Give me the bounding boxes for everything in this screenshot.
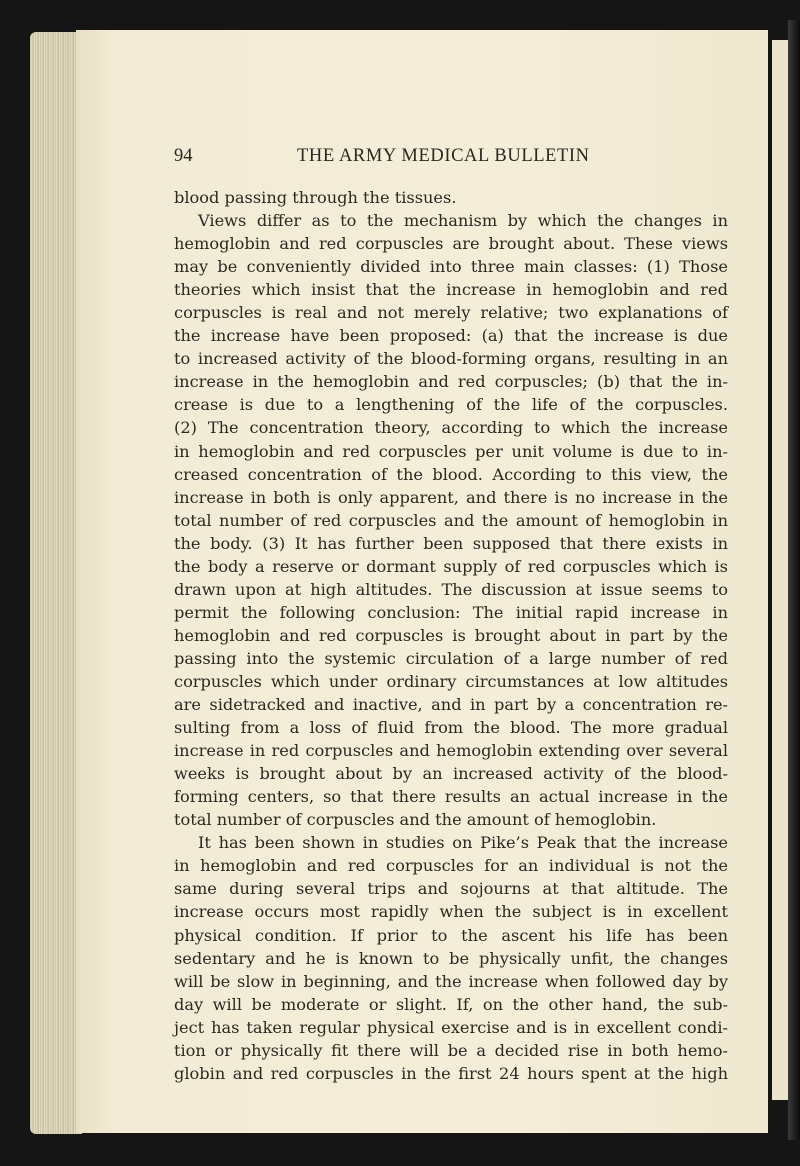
text-line: may be conveniently divided into three main classes: (1) Those: [174, 257, 728, 277]
text-line: permit the following conclusion: The initial rapid increase in: [174, 602, 728, 622]
text-line: blood passing through the tissues.: [174, 188, 457, 207]
text-line: tion or physically fit there will be a decided rise in both hemo-: [174, 1040, 728, 1060]
text-line: creased concentration of the blood. According to this view, the: [174, 464, 728, 484]
running-head: THE ARMY MEDICAL BULLETIN: [297, 146, 590, 166]
text-line: the body. (3) It has further been supposed that there exists in: [174, 533, 728, 553]
text-line: sulting from a loss of fluid from the blood. The more gradual: [174, 718, 728, 738]
text-line: crease is due to a lengthening of the life of the corpuscles.: [174, 395, 728, 415]
text-line: forming centers, so that there results an actual increase in the: [174, 787, 728, 807]
body-text: [174, 186, 728, 1085]
text-line: hemoglobin and red corpuscles is brought about in part by the: [174, 625, 728, 645]
text-line: It has been shown in studies on Pike’s Peak that the increase: [198, 833, 728, 853]
text-line: weeks is brought about by an increased activity of the blood-: [174, 764, 728, 784]
text-line: Views differ as to the mechanism by which the changes in: [198, 211, 728, 231]
text-line: total number of corpuscles and the amount of hemoglobin.: [174, 810, 657, 830]
spine-shadow: [788, 20, 800, 1140]
stacked-page-edges: [30, 32, 82, 1134]
text-line: total number of red corpuscles and the amount of hemoglobin in: [174, 510, 728, 530]
text-line: increase in both is only apparent, and there is no increase in the: [174, 487, 728, 507]
text-line: globin and red corpuscles in the first 24 hours spent at the high: [174, 1063, 728, 1083]
text-line: the body a reserve or dormant supply of red corpuscles which is: [174, 556, 728, 576]
text-line: day will be moderate or slight. If, on the other hand, the sub-: [174, 994, 728, 1014]
text-line: sedentary and he is known to be physically unfit, the changes: [174, 948, 728, 968]
text-line: physical condition. If prior to the ascent his life has been: [174, 925, 728, 945]
text-line: increase occurs most rapidly when the subject is in excellent: [174, 902, 728, 922]
text-line: increase in the hemoglobin and red corpuscles; (b) that the in-: [174, 372, 728, 392]
text-line: passing into the systemic circulation of a large number of red: [174, 648, 728, 668]
text-line: (2) The concentration theory, according to which the increase: [174, 418, 728, 438]
text-line: the increase have been proposed: (a) that the increase is due: [174, 326, 728, 346]
text-line: same during several trips and sojourns at that altitude. The: [174, 879, 728, 899]
text-line: drawn upon at high altitudes. The discussion at issue seems to: [174, 579, 728, 599]
text-line: will be slow in beginning, and the increase when followed day by: [174, 971, 728, 991]
text-line: ject has taken regular physical exercise and is in excellent condi-: [174, 1017, 728, 1037]
text-line: corpuscles is real and not merely relative; two explanations of: [174, 303, 728, 323]
page-header: [174, 146, 728, 174]
text-line: corpuscles which under ordinary circumstances at low altitudes: [174, 671, 728, 691]
page-number: 94: [174, 146, 193, 166]
text-line: increase in red corpuscles and hemoglobin extending over several: [174, 741, 728, 761]
text-line: are sidetracked and inactive, and in part by a concentration re-: [174, 695, 728, 715]
text-line: in hemoglobin and red corpuscles for an individual is not the: [174, 856, 728, 876]
text-line: to increased activity of the blood-forming organs, resulting in an: [174, 349, 728, 369]
text-line: theories which insist that the increase in hemoglobin and red: [174, 280, 728, 300]
text-line: hemoglobin and red corpuscles are brought about. These views: [174, 234, 728, 254]
text-line: in hemoglobin and red corpuscles per unit volume is due to in-: [174, 441, 728, 461]
